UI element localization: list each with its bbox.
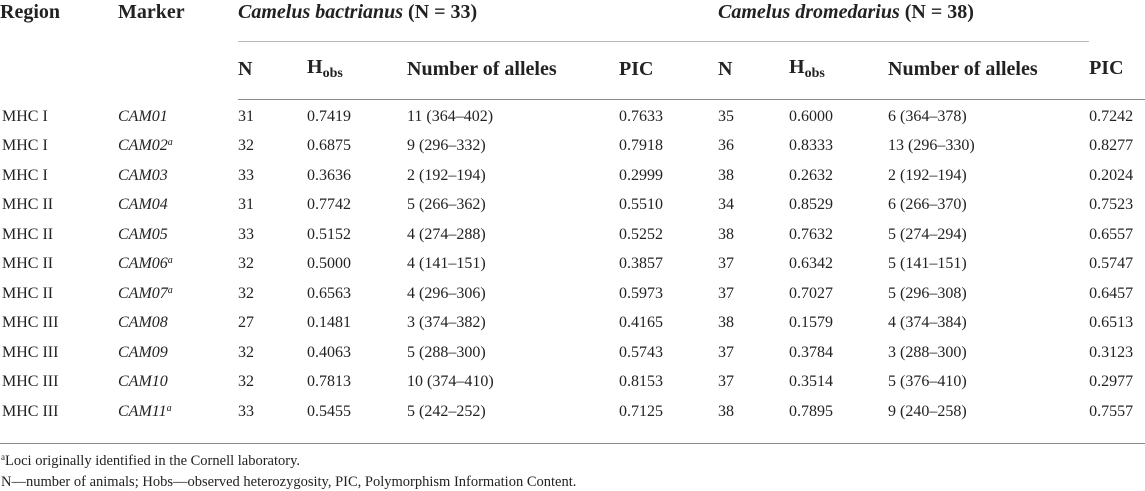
footnote-loci (1, 452, 300, 470)
cell-n-dromedarius: 38 (718, 225, 735, 243)
cell-n-bactrianus: 33 (238, 225, 254, 243)
cell-pic-dromedarius: 0.8277 (1089, 137, 1134, 155)
cell-n-bactrianus: 32 (238, 373, 254, 391)
cell-n-bactrianus: 32 (238, 284, 254, 302)
cell-n-bactrianus: 32 (238, 137, 254, 155)
cell-n-bactrianus: 33 (238, 402, 254, 420)
cell-alleles-dromedarius: 2 (192–194) (888, 166, 967, 184)
cell-alleles-bactrianus: 10 (374–410) (407, 373, 494, 391)
cell-marker: CAM09 (118, 343, 168, 361)
cell-hobs-dromedarius: 0.2632 (789, 166, 834, 184)
cell-marker: CAM02$^a$ (118, 137, 173, 155)
cell-alleles-bactrianus: 4 (141–151) (407, 255, 486, 273)
cell-region: MHC II (2, 284, 54, 302)
cell-alleles-bactrianus: 5 (288–300) (407, 343, 486, 361)
header-hobs-bactrianus: $H_{obs}$ (307, 42, 407, 100)
cell-n-bactrianus: 27 (238, 314, 254, 332)
cell-marker: CAM05 (118, 225, 168, 243)
cell-hobs-bactrianus: 0.5152 (307, 225, 351, 243)
header-species-dromedarius (718, 0, 1089, 42)
cell-hobs-bactrianus: 0.5000 (307, 255, 351, 273)
species-count-bactrianus: (N = 33) (408, 1, 478, 23)
cell-n-bactrianus: 31 (238, 196, 254, 214)
cell-pic-dromedarius: 0.6557 (1089, 225, 1134, 243)
header-alleles-dromedarius: Number of alleles (888, 42, 1089, 100)
cell-n-dromedarius: 38 (718, 402, 735, 420)
cell-hobs-bactrianus: 0.5455 (307, 402, 351, 420)
cell-marker: CAM03 (118, 166, 168, 184)
cell-alleles-bactrianus: 2 (192–194) (407, 166, 486, 184)
cell-pic-dromedarius: 0.2977 (1089, 373, 1134, 391)
cell-pic-dromedarius: 0.2024 (1089, 166, 1134, 184)
cell-pic-bactrianus: 0.3857 (619, 255, 663, 273)
cell-hobs-bactrianus: 0.6563 (307, 284, 351, 302)
cell-n-bactrianus: 32 (238, 255, 254, 273)
cell-hobs-dromedarius: 0.8529 (789, 196, 834, 214)
cell-hobs-bactrianus: 0.1481 (307, 314, 351, 332)
cell-pic-dromedarius: 0.7523 (1089, 196, 1134, 214)
cell-n-bactrianus: 31 (238, 107, 254, 125)
cell-hobs-bactrianus: 0.4063 (307, 343, 351, 361)
cell-hobs-bactrianus: 0.7813 (307, 373, 351, 391)
cell-alleles-bactrianus: 4 (296–306) (407, 284, 486, 302)
footnote-mark: a (1, 452, 5, 462)
cell-region: MHC I (2, 137, 48, 155)
cell-pic-bactrianus: 0.7633 (619, 107, 663, 125)
cell-pic-bactrianus: 0.7125 (619, 402, 663, 420)
cell-pic-dromedarius: 0.7557 (1089, 402, 1134, 420)
cell-pic-bactrianus: 0.5510 (619, 196, 663, 214)
cell-hobs-dromedarius: 0.3514 (789, 373, 834, 391)
cell-hobs-dromedarius: 0.3784 (789, 343, 834, 361)
cell-alleles-dromedarius: 5 (274–294) (888, 225, 967, 243)
cell-region: MHC I (2, 107, 48, 125)
cell-hobs-dromedarius: 0.8333 (789, 137, 834, 155)
cell-marker: CAM06$^a$ (118, 255, 173, 273)
cell-alleles-bactrianus: 5 (266–362) (407, 196, 486, 214)
species-count-dromedarius: (N = 38) (904, 1, 974, 23)
header-species-bactrianus (238, 0, 718, 42)
cell-hobs-dromedarius: 0.1579 (789, 314, 834, 332)
table-row (0, 220, 1145, 250)
cell-pic-bactrianus: 0.2999 (619, 166, 663, 184)
footnote-loci-text: Loci originally identified in the Cornell laboratory. (5, 453, 301, 469)
cell-region: MHC II (2, 196, 54, 214)
cell-marker: CAM04 (118, 196, 168, 214)
cell-n-dromedarius: 37 (718, 373, 735, 391)
cell-region: MHC II (2, 225, 54, 243)
cell-n-dromedarius: 35 (718, 107, 735, 125)
cell-n-bactrianus: 33 (238, 166, 254, 184)
header-n-dromedarius: N (718, 42, 789, 100)
cell-pic-bactrianus: 0.5252 (619, 225, 663, 243)
header-pic-bactrianus: PIC (619, 42, 718, 100)
cell-region: MHC III (2, 343, 59, 361)
cell-pic-bactrianus: 0.5743 (619, 343, 663, 361)
cell-alleles-dromedarius: 6 (364–378) (888, 107, 967, 125)
table-row (0, 338, 1145, 368)
table-row (0, 309, 1145, 339)
cell-region: MHC III (2, 373, 59, 391)
cell-marker: CAM11$^a$ (118, 402, 172, 420)
cell-hobs-bactrianus: 0.7742 (307, 196, 351, 214)
table-body (0, 100, 1145, 427)
header-marker: Marker (118, 1, 185, 23)
cell-n-dromedarius: 38 (718, 166, 735, 184)
cell-pic-dromedarius: 0.3123 (1089, 343, 1134, 361)
species-name-bactrianus: Camelus bactrianus (238, 1, 404, 23)
cell-n-dromedarius: 34 (718, 196, 735, 214)
cell-n-dromedarius: 37 (718, 255, 735, 273)
cell-alleles-bactrianus: 5 (242–252) (407, 402, 486, 420)
header-region: Region (0, 1, 60, 23)
cell-alleles-bactrianus: 9 (296–332) (407, 137, 486, 155)
cell-hobs-bactrianus: 0.6875 (307, 137, 351, 155)
table-row (0, 161, 1145, 191)
cell-hobs-dromedarius: 0.6342 (789, 255, 834, 273)
cell-region: MHC III (2, 402, 59, 420)
cell-hobs-dromedarius: 0.7632 (789, 225, 834, 243)
cell-pic-bactrianus: 0.8153 (619, 373, 663, 391)
species-name-dromedarius: Camelus dromedarius (718, 1, 900, 23)
cell-marker: CAM10 (118, 373, 168, 391)
cell-region: MHC I (2, 166, 48, 184)
footnote-mark: a (167, 284, 173, 296)
cell-alleles-dromedarius: 5 (141–151) (888, 255, 967, 273)
footnote-mark: a (167, 255, 173, 267)
cell-hobs-bactrianus: 0.3636 (307, 166, 351, 184)
cell-hobs-dromedarius: 0.7895 (789, 402, 834, 420)
cell-hobs-bactrianus: 0.7419 (307, 107, 351, 125)
table-row (0, 250, 1145, 280)
cell-alleles-dromedarius: 5 (376–410) (888, 373, 967, 391)
cell-n-dromedarius: 38 (718, 314, 735, 332)
header-hobs-dromedarius: $H_{obs}$ (789, 42, 888, 100)
footnote-mark: a (166, 402, 172, 414)
header-alleles-bactrianus: Number of alleles (407, 42, 619, 100)
cell-marker: CAM01 (118, 107, 168, 125)
footnote-mark: a (167, 137, 173, 149)
cell-region: MHC III (2, 314, 59, 332)
cell-n-bactrianus: 32 (238, 343, 254, 361)
table-row (0, 397, 1145, 427)
cell-alleles-dromedarius: 3 (288–300) (888, 343, 967, 361)
cell-pic-bactrianus: 0.7918 (619, 137, 663, 155)
cell-pic-bactrianus: 0.4165 (619, 314, 663, 332)
cell-alleles-dromedarius: 5 (296–308) (888, 284, 967, 302)
header-row-species (0, 0, 1145, 42)
cell-n-dromedarius: 37 (718, 284, 735, 302)
cell-n-dromedarius: 37 (718, 343, 735, 361)
cell-alleles-dromedarius: 4 (374–384) (888, 314, 967, 332)
cell-pic-dromedarius: 0.6513 (1089, 314, 1134, 332)
cell-pic-dromedarius: 0.7242 (1089, 107, 1134, 125)
cell-alleles-dromedarius: 13 (296–330) (888, 137, 975, 155)
table-row (0, 132, 1145, 162)
table-row (0, 279, 1145, 309)
table-row (0, 100, 1145, 132)
cell-region: MHC II (2, 255, 54, 273)
cell-pic-bactrianus: 0.5973 (619, 284, 663, 302)
cell-hobs-dromedarius: 0.7027 (789, 284, 834, 302)
cell-hobs-dromedarius: 0.6000 (789, 107, 834, 125)
table-bottom-rule (0, 443, 1145, 444)
cell-alleles-bactrianus: 3 (374–382) (407, 314, 486, 332)
cell-alleles-dromedarius: 9 (240–258) (888, 402, 967, 420)
table-row (0, 368, 1145, 398)
table-row (0, 191, 1145, 221)
cell-alleles-dromedarius: 6 (266–370) (888, 196, 967, 214)
cell-pic-dromedarius: 0.6457 (1089, 284, 1134, 302)
cell-pic-dromedarius: 0.5747 (1089, 255, 1134, 273)
cell-n-dromedarius: 36 (718, 137, 735, 155)
cell-alleles-bactrianus: 11 (364–402) (407, 107, 494, 125)
cell-alleles-bactrianus: 4 (274–288) (407, 225, 486, 243)
cell-marker: CAM08 (118, 314, 168, 332)
header-n-bactrianus: N (238, 42, 307, 100)
cell-marker: CAM07$^a$ (118, 284, 173, 302)
header-pic-dromedarius: PIC (1089, 42, 1145, 100)
footnote-abbreviations: N—number of animals; Hobs—observed heterozygosity, PIC, Polymorphism Information Content. (1, 474, 577, 490)
